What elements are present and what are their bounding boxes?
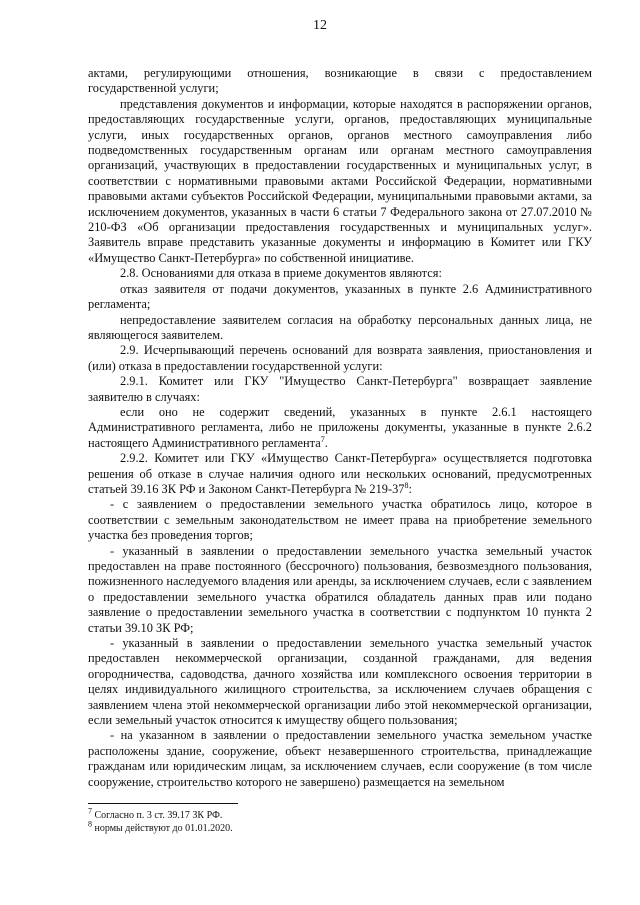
paragraph: 2.9.2. Комитет или ГКУ «Имущество Санкт-Петербурга» осуществляется подготовка решения об отказе в случае наличия одного или нескольких оснований, предусмотренных статьей 39.16 ЗК РФ и Законом Санкт-Петербурга № $219-37^8$: [88,451,592,496]
paragraph: 2.9. Исчерпывающий перечень оснований для возврата заявления, приостановления и (или) отказа в предоставлении государственной услуги: [88,343,592,373]
footnote-ref[interactable]: 8 [404,480,409,490]
list-item: - указанный в заявлении о предоставлении земельного участка земельный участок предоставлен некоммерческой организации, созданной гражданами, для ведения огородничества, садоводства, дачного хозяйства или комплексного освоения территории в целях индивидуального жилищного строительства, за исключением случаев обращения с заявлением члена этой некоммерческой организации либо этой некоммерческой организации, если земельный участок относится к имуществу общего пользования; [88,636,592,728]
paragraph: непредоставление заявителем согласия на обработку персональных данных лица, не являющегося заявителем. [88,312,592,342]
paragraph: 2.8. Основаниями для отказа в приеме документов являются: [120,266,442,281]
list-item: - указанный в заявлении о предоставлении земельного участка земельный участок предоставлен на праве постоянного (бессрочного) пользования, безвозмездного пользования, пожизненного наследуемого владения или аренды, за исключением случаев, если с заявлением о предоставлении земельного участка обратился обладатель данных прав или подано заявление о предоставлении земельного участка в соответствии с подпунктом 10 пункта 2 статьи 39.10 ЗК РФ; [88,543,592,635]
footnotes [88,806,592,835]
footnote-divider [88,803,238,804]
list-item: - с заявлением о предоставлении земельного участка обратилось лицо, которое в соответствии с земельным законодательством не имеет права на приобретение земельного участка без проведения торгов; [88,497,592,543]
paragraph: 2.9.1. Комитет или ГКУ "Имущество Санкт-Петербурга" возвращает заявление заявителю в случаях: [88,374,592,404]
footnote: $^7$ Согласно п. 3 ст. 39.17 ЗК РФ. [88,806,223,821]
paragraph: если оно не содержит сведений, указанных в пункте 2.6.1 настоящего Административного регламента, либо не приложены документы, указанные в пункте 2.6.2 настоящего Административного регламента$^7$. [88,404,592,450]
page-number: 12 [313,18,327,33]
footnote: $^8$ нормы действуют до 01.01.2020. [88,819,233,834]
document-body [88,66,592,790]
list-item: - на указанном в заявлении о предоставлении земельного участка земельном участке расположены здание, сооружение, объект незавершенного строительства, принадлежащие гражданам или юридическим лицам, за исключением случаев, если сооружение (в том числе сооружение, строительство которого не завершено) размещается на земельном [88,728,592,789]
footnote-ref[interactable]: 7 [320,434,325,444]
paragraph: актами, регулирующими отношения, возникающие в связи с предоставлением государственной услуги; [88,66,592,96]
paragraph: представления документов и информации, которые находятся в распоряжении органов, предоставляющих государственные услуги, органов, предоставляющих муниципальные услуги, иных государственных органов, органов местного самоуправления либо подведомственных государственным органам или органам местного самоуправления организаций, участвующих в предоставлении государственных и муниципальных услуг, в соответствии с нормативными правовыми актами Российской Федерации, нормативными правовыми актами субъектов Российской Федерации, муниципальными правовыми актами, за исключением документов, указанных в части 6 статьи 7 Федерального закона от 27.07.2010 № 210-ФЗ «Об организации предоставления государственных и муниципальных услуг». Заявитель вправе представить указанные документы и информацию в Комитет или ГКУ «Имущество Санкт-Петербурга» по собственной инициативе. [88,96,592,265]
paragraph: отказ заявителя от подачи документов, указанных в пункте 2.6 Административного регламента; [88,281,592,312]
